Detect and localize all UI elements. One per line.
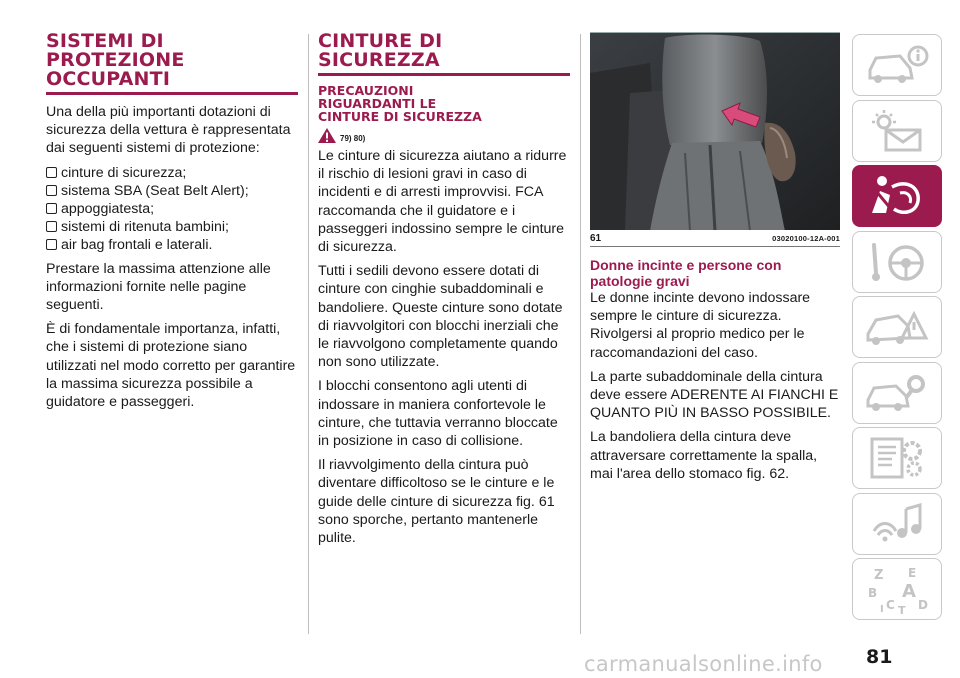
seat-photo-illustration (590, 33, 840, 230)
column-divider (308, 34, 309, 634)
heading-pregnant-women: Donne incinte e persone con patologie gravi (590, 257, 782, 289)
index-letter: Z (874, 568, 884, 583)
column-divider (580, 34, 581, 634)
warning-lights-icon (862, 108, 932, 154)
page-number: 81 (866, 646, 893, 668)
paragraph: Le cinture di sicurezza aiutano a ridurre il rischio di lesioni gravi in caso di incidenti e di arresti improvvisi. FCA raccomanda che il guidatore e i passeggeri indossino sempre le cinture di sicurezza. (318, 148, 567, 256)
index-letter: A (902, 581, 916, 602)
list-item: cinture di sicurezza; (46, 164, 298, 182)
tab-multimedia[interactable] (852, 493, 942, 555)
list-item: air bag frontali e laterali. (46, 236, 298, 254)
column-occupant-protection (46, 32, 298, 417)
title-underline (318, 73, 570, 76)
paragraph: La bandoliera della cintura deve attraversare correttamente la spalla, mai l'area dello stomaco fig. 62. (590, 429, 818, 482)
figure-number: 61 (590, 233, 602, 244)
section-title-protection: SISTEMI DI PROTEZIONE OCCUPANTI (46, 30, 185, 90)
car-info-icon (862, 42, 932, 88)
index-letter: E (908, 566, 917, 580)
title-underline (46, 92, 298, 95)
emergency-icon (862, 304, 932, 350)
seat-belt-photo (590, 32, 840, 230)
checkbox-bullet-icon (46, 185, 57, 196)
safety-airbag-icon (862, 173, 932, 219)
intro-paragraph: Una della più importanti dotazioni di sicurezza della vettura è rappresentata dai seguenti sistemi di protezione: (46, 104, 291, 157)
section-title-seat-belts: CINTURE DI SICUREZZA (318, 30, 443, 71)
tab-car-info[interactable] (852, 34, 942, 96)
paragraph: Tutti i sedili devono essere dotati di cinture con cinghie subaddominali e bandoliere. Queste cinture sono dotate di riavvolgitori con blocchi inerziali che le riavvolgono completamente quando non sono utilizzate. (318, 263, 563, 371)
watermark: carmanualsonline.info (584, 652, 823, 676)
paragraph: Il riavvolgimento della cintura può diventare difficoltoso se le cinture e le guide delle cinture di sicurezza fig. 61 sono sporche, pertanto mantenerle pulite. (318, 457, 555, 547)
index-letter: B (868, 586, 878, 600)
paragraph: Le donne incinte devono indossare sempre le cinture di sicurezza. Rivolgersi al proprio medico per le raccomandazioni del caso. (590, 290, 811, 361)
maintenance-icon (862, 370, 932, 416)
index-letter: T (898, 604, 906, 615)
tab-emergency[interactable] (852, 296, 942, 358)
warning-triangle-icon (318, 128, 336, 143)
checkbox-bullet-icon (46, 221, 57, 232)
tab-starting-driving[interactable] (852, 231, 942, 293)
warning-reference (318, 127, 570, 143)
chapter-tabs (852, 34, 942, 624)
paragraph: La parte subaddominale della cintura deve essere ADERENTE AI FIANCHI E QUANTO PIÙ IN BASSO POSSIBILE. (590, 368, 839, 422)
tab-warning-lights[interactable] (852, 100, 942, 162)
checkbox-bullet-icon (46, 167, 57, 178)
tab-technical-data[interactable] (852, 427, 942, 489)
subsection-title-precautions: PRECAUZIONI RIGUARDANTI LE CINTURE DI SICUREZZA (318, 83, 482, 124)
paragraph: Prestare la massima attenzione alle informazioni fornite nelle pagine seguenti. (46, 260, 271, 314)
index-letter: I (880, 604, 884, 615)
figure-caption (590, 230, 840, 247)
tab-maintenance[interactable] (852, 362, 942, 424)
paragraph: È di fondamentale importanza, infatti, che i sistemi di protezione siano utilizzati nel modo corretto per garantire la massima sicurezza possibile a guidatore e passeggeri. (46, 321, 296, 411)
tab-safety[interactable] (852, 165, 942, 227)
index-icon (862, 563, 932, 615)
figure-code: 03020100-12A-001 (772, 234, 840, 243)
list-item: sistemi di ritenuta bambini; (46, 218, 298, 236)
list-item: appoggiatesta; (46, 200, 298, 218)
checkbox-bullet-icon (46, 203, 57, 214)
starting-driving-icon (862, 239, 932, 285)
tab-index[interactable] (852, 558, 942, 620)
column-seat-belts (318, 32, 570, 553)
technical-data-icon (862, 435, 932, 481)
paragraph: I blocchi consentono agli utenti di indossare in maniera confortevole le cinture, che tuttavia verranno bloccate in posizione in caso di collisione. (318, 378, 558, 450)
list-item: sistema SBA (Seat Belt Alert); (46, 182, 298, 200)
multimedia-icon (862, 501, 932, 547)
checkbox-bullet-icon (46, 239, 57, 250)
index-letter: C (886, 598, 895, 612)
protection-systems-list (46, 164, 298, 254)
column-pregnant-women (590, 32, 842, 489)
warning-note-ref: 79) 80) (340, 134, 366, 143)
index-letter: D (918, 598, 928, 612)
